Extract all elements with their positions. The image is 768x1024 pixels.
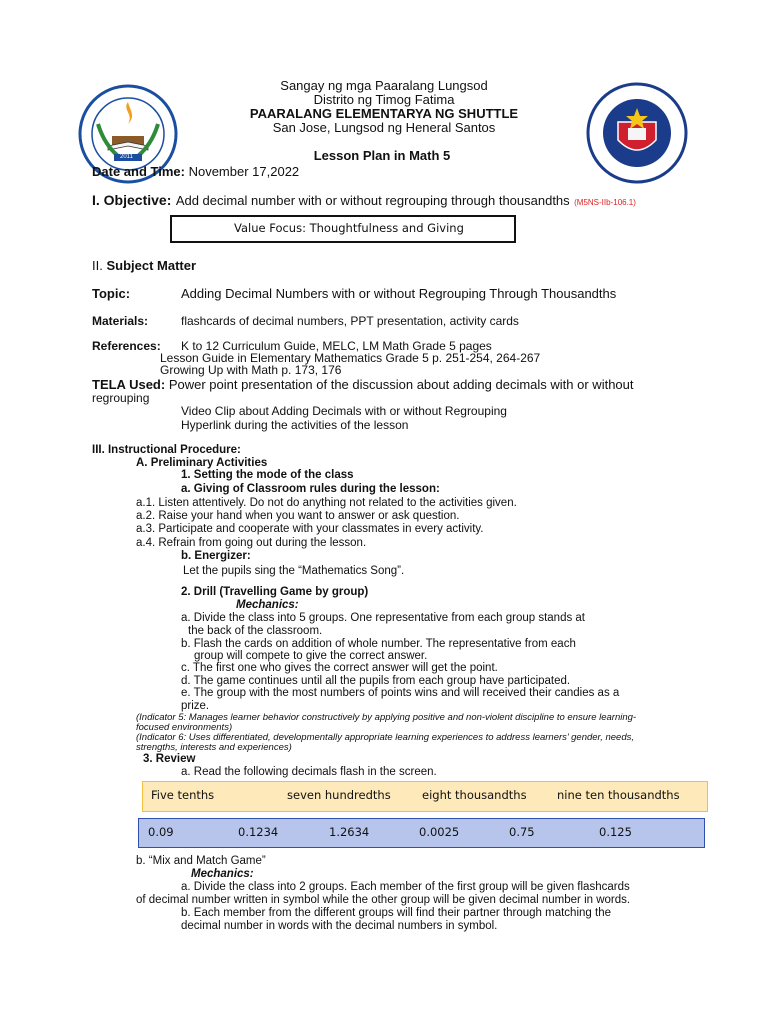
drill-step: d. The game continues until all the pupils from each group have participated. bbox=[181, 675, 571, 687]
school-name: PAARALANG ELEMENTARYA NG SHUTTLE bbox=[249, 106, 519, 121]
mix-step: decimal number in words with the decimal numbers in symbol. bbox=[181, 920, 498, 932]
division-name: Sangay ng mga Paaralang Lungsod bbox=[280, 78, 488, 93]
subject-matter-heading bbox=[92, 258, 196, 273]
section-label: Subject Matter bbox=[106, 258, 197, 273]
logo-year: 2011 bbox=[120, 154, 133, 160]
procedure-heading: III. Instructional Procedure: bbox=[92, 444, 241, 456]
drill-mechanics-label: Mechanics: bbox=[236, 599, 299, 611]
setting-mode-heading: 1. Setting the mode of the class bbox=[181, 469, 354, 481]
decimal-number: 1.2634 bbox=[329, 825, 370, 839]
date-label: Date and Time: bbox=[92, 164, 185, 179]
reference-2: Lesson Guide in Elementary Mathematics Grade 5 p. 251-254, 264-267 bbox=[160, 351, 541, 365]
tela-item-1: Power point presentation of the discussion about adding decimals with or without bbox=[168, 377, 634, 392]
mix-match-heading: b. “Mix and Match Game” bbox=[136, 855, 266, 867]
reference-1: K to 12 Curriculum Guide, MELC, LM Math Grade 5 pages bbox=[181, 339, 492, 353]
reference-3: Growing Up with Math p. 173, 176 bbox=[160, 363, 342, 377]
materials-label: Materials: bbox=[92, 314, 149, 328]
indicator-6: (Indicator 6: Uses differentiated, developmentally appropriate learning experiences to address learners’ gender, needs, bbox=[136, 732, 634, 743]
decimal-word: seven hundredths bbox=[287, 788, 391, 802]
materials-text: flashcards of decimal numbers, PPT presentation, activity cards bbox=[181, 314, 519, 328]
indicator-5: (Indicator 5: Manages learner behavior constructively by applying positive and non-violent discipline to ensure learning- bbox=[136, 712, 637, 723]
value-focus-text: Value Focus: Thoughtfulness and Giving bbox=[234, 221, 464, 235]
page-title: Lesson Plan in Math 5 bbox=[313, 148, 451, 163]
tela-item-3: Hyperlink during the activities of the lesson bbox=[181, 418, 409, 432]
date-line bbox=[92, 164, 299, 179]
drill-step: the back of the classroom. bbox=[188, 625, 323, 637]
rule-item: a.4. Refrain from going out during the lesson. bbox=[136, 537, 367, 549]
rule-item: a.1. Listen attentively. Do not do anything not related to the activities given. bbox=[136, 497, 517, 509]
rules-heading: a. Giving of Classroom rules during the lesson: bbox=[181, 483, 440, 495]
decimal-word: Five tenths bbox=[151, 788, 215, 802]
drill-heading: 2. Drill (Travelling Game by group) bbox=[181, 586, 369, 598]
value-focus-box bbox=[170, 215, 516, 243]
drill-step: group will compete to give the correct answer. bbox=[194, 650, 428, 662]
decimal-number: 0.1234 bbox=[238, 825, 279, 839]
objective-code: (M5NS-IIb-106.1) bbox=[574, 198, 636, 207]
school-address: San Jose, Lungsod ng Heneral Santos bbox=[272, 120, 496, 135]
tela-label: TELA Used: bbox=[92, 377, 166, 392]
mix-step: of decimal number written in symbol while the other group will be given decimal number in words. bbox=[136, 894, 631, 906]
decimal-word: nine ten thousandths bbox=[557, 788, 680, 802]
drill-step: a. Divide the class into 5 groups. One representative from each group stands at bbox=[181, 612, 585, 624]
tela-item-1-cont: regrouping bbox=[92, 391, 150, 405]
preliminary-heading: A. Preliminary Activities bbox=[136, 457, 268, 469]
energizer-heading: b. Energizer: bbox=[181, 550, 251, 562]
topic-label: Topic: bbox=[92, 286, 131, 301]
drill-step: b. Flash the cards on addition of whole number. The representative from each bbox=[181, 638, 576, 650]
objective-label: I. Objective: bbox=[92, 192, 172, 208]
decimal-words-box bbox=[142, 781, 708, 812]
mix-mechanics-label: Mechanics: bbox=[191, 868, 254, 880]
topic-text: Adding Decimal Numbers with or without Regrouping Through Thousandths bbox=[181, 286, 617, 301]
review-instruction: a. Read the following decimals flash in the screen. bbox=[181, 766, 437, 778]
drill-step: c. The first one who gives the correct answer will get the point. bbox=[181, 662, 498, 674]
objective-text: Add decimal number with or without regrouping through thousandths bbox=[175, 193, 570, 208]
decimal-number: 0.0025 bbox=[419, 825, 460, 839]
date-value: November 17,2022 bbox=[188, 164, 300, 179]
drill-step: e. The group with the most numbers of points wins and will received their candies as a bbox=[181, 687, 620, 699]
district-name: Distrito ng Timog Fatima bbox=[313, 92, 455, 107]
section-number: II. bbox=[92, 258, 103, 273]
indicator-5-cont: focused environments) bbox=[136, 722, 233, 733]
indicator-6-cont: strengths, interests and experiences) bbox=[136, 742, 292, 753]
objective-line bbox=[92, 192, 636, 210]
decimal-numbers-box bbox=[138, 818, 705, 848]
references-label: References: bbox=[92, 339, 161, 353]
decimal-word: eight thousandths bbox=[422, 788, 527, 802]
decimal-number: 0.09 bbox=[148, 825, 174, 839]
energizer-text: Let the pupils sing the “Mathematics Song”. bbox=[183, 565, 405, 577]
rule-item: a.2. Raise your hand when you want to answer or ask question. bbox=[136, 510, 460, 522]
mix-step: b. Each member from the different groups will find their partner through matching the bbox=[181, 907, 611, 919]
decimal-number: 0.125 bbox=[599, 825, 632, 839]
drill-step: prize. bbox=[181, 700, 210, 712]
mix-step: a. Divide the class into 2 groups. Each member of the first group will be given flashcards bbox=[181, 881, 630, 893]
decimal-number: 0.75 bbox=[509, 825, 535, 839]
rule-item: a.3. Participate and cooperate with your classmates in every activity. bbox=[136, 523, 484, 535]
tela-line bbox=[92, 377, 634, 392]
tela-item-2: Video Clip about Adding Decimals with or without Regrouping bbox=[181, 404, 507, 418]
review-heading: 3. Review bbox=[143, 753, 196, 765]
